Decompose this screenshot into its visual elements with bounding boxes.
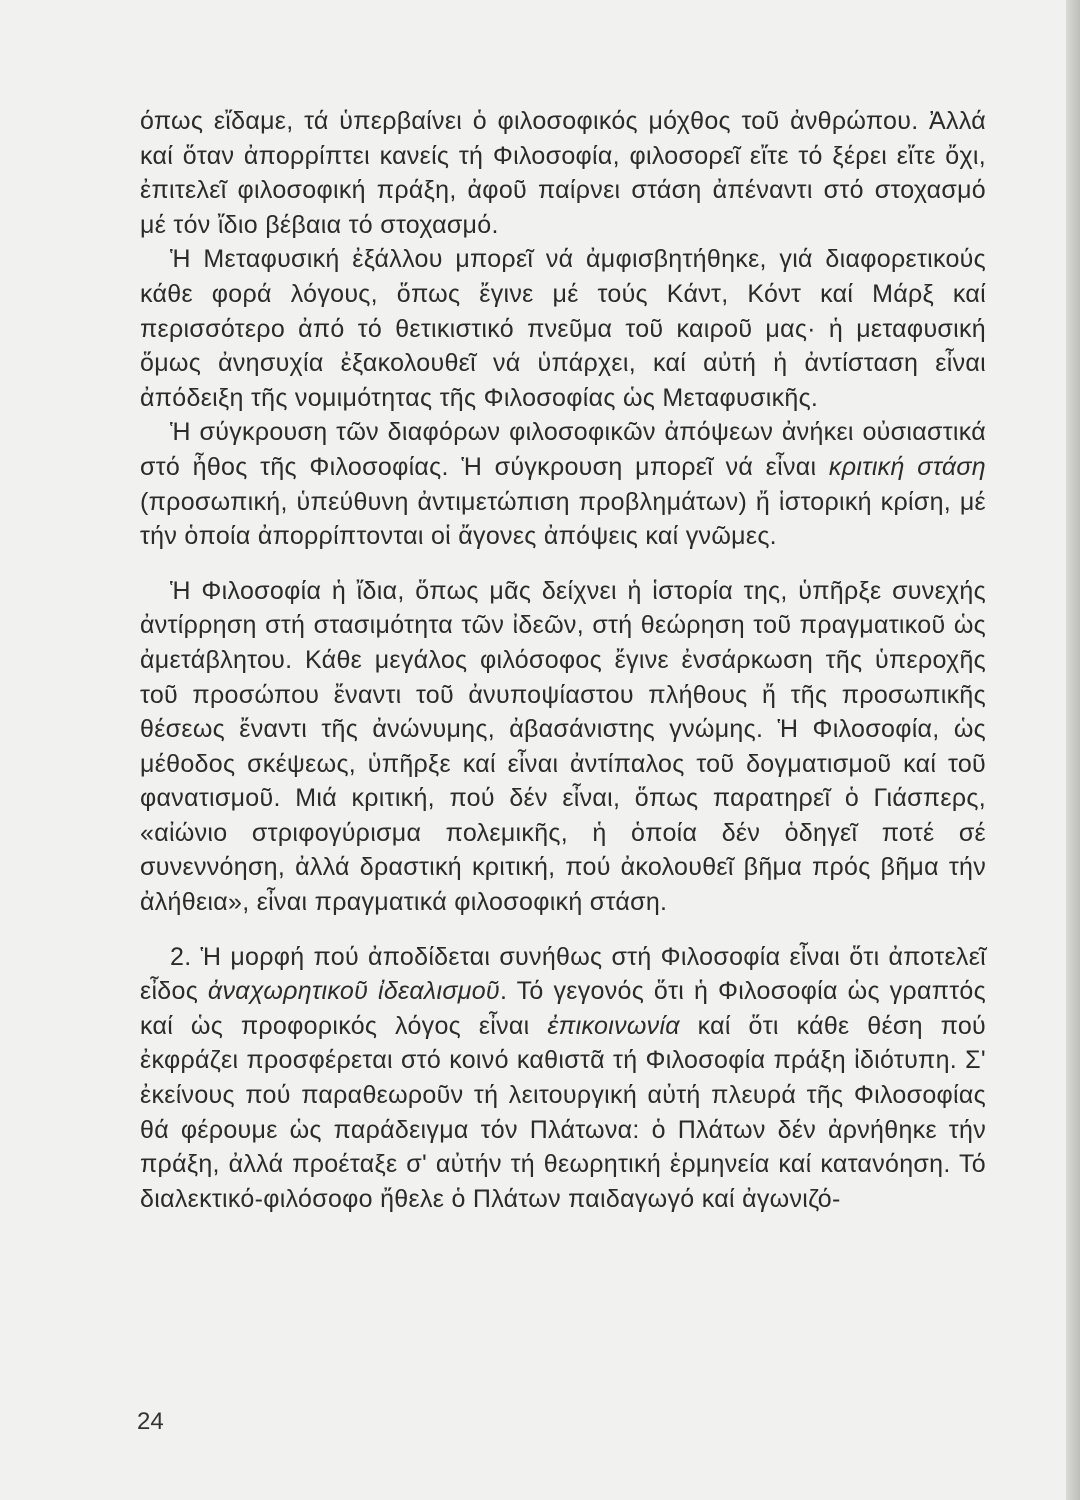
paragraph-5-text-c: καί ὅτι κάθε θέση πού ἐκφράζει προσφέρεται στό κοινό καθιστᾶ τή Φιλοσοφία πράξη ἰδιότυπη. Σ' ἐκείνους πού παραθεωροῦν τή λειτουργική αὐτή πλευρά τῆς Φιλοσοφίας θά φέρουμε ὡς παράδειγμα τόν Πλάτωνα: ὁ Πλάτων δέν ἀρνήθηκε τήν πράξη, ἀλλά προέταξε σ' αὐτήν τή θεωρητική ἑρμηνεία καί κατανόηση. Τό διαλεκτικό-φιλόσοφο ἤθελε ὁ Πλάτων παιδαγωγό καί ἀγωνιζό- (140, 1011, 986, 1213)
paragraph-3-italic: κριτική στάση (828, 452, 986, 481)
paragraph-5-italic-a: ἀναχωρητικοῦ ἰδεαλισμοῦ (207, 977, 500, 1006)
paragraph-5-text-b: . Τό γεγονός ὅτι ἡ Φιλοσοφία ὡς γραπτός καί ὡς προφορικός λόγος εἶναι (140, 977, 986, 1040)
page-number: 24 (137, 1408, 164, 1435)
paragraph-2: Ἡ Μεταφυσική ἐξάλλου μπορεῖ νά ἀμφισβητήθηκε, γιά διαφορετικούς κάθε φορά λόγους, ὅπως ἔγινε μέ τούς Κάντ, Κόντ καί Μάρξ καί περισσότερο ἀπό τό θετικιστικό πνεῦμα τοῦ καιροῦ μας· ἡ μεταφυσική ὅμως ἀνησυχία ἐξακολουθεῖ νά ὑπάρχει, καί αὐτή ἡ ἀντίσταση εἶναι ἀπόδειξη τῆς νομιμότητας τῆς Φιλοσοφίας ὡς Μεταφυσικῆς. (140, 245, 986, 412)
paragraph-1: όπως εἴδαμε, τά ὑπερβαίνει ὁ φιλοσοφικός μόχθος τοῦ ἀνθρώπου. Ἀλλά καί ὅταν ἀπορρίπτει κανείς τή Φιλοσοφία, φιλοσορεῖ εἴτε τό ξέρει εἴτε ὄχι, ἐπιτελεῖ φιλοσοφική πράξη, ἀφοῦ παίρνει στάση ἀπέναντι στό στοχασμό μέ τόν ἴδιο βέβαια τό στοχασμό. (140, 107, 986, 239)
paragraph-3-text-b: (προσωπική, ὑπεύθυνη ἀντιμετώπιση προβλημάτων) ἤ ἱστορική κρίση, μέ τήν ὁποία ἀπορρίπτονται οἱ ἄγονες ἀπόψεις καί γνῶμες. (140, 487, 986, 551)
body-text (140, 104, 986, 1216)
paragraph-5-text-a: Ἡ μορφή πού ἀποδίδεται συνήθως στή Φιλοσοφία εἶναι ὅτι ἀποτελεῖ εἶδος (140, 942, 986, 1006)
paragraph-5 (140, 940, 986, 1217)
paragraph-5-italic-b: ἐπικοινωνία (547, 1011, 680, 1040)
paragraph-4: Ἡ Φιλοσοφία ἡ ἴδια, ὅπως μᾶς δείχνει ἡ ἱστορία της, ὑπῆρξε συνεχής ἀντίρρηση στή στασιμότητα τῶν ἰδεῶν, στή θεώρηση τοῦ πραγματικοῦ ὡς ἀμετάβλητου. Κάθε μεγάλος φιλόσοφος ἔγινε ἐνσάρκωση τῆς ὑπεροχῆς τοῦ προσώπου ἔναντι τοῦ ἀνυποψίαστου πλήθους ἤ τῆς προσωπικῆς θέσεως ἔναντι τῆς ἀνώνυμης, ἀβασάνιστης γνώμης. Ἡ Φιλοσοφία, ὡς μέθοδος σκέψεως, ὑπῆρξε καί εἶναι ἀντίπαλος τοῦ δογματισμοῦ καί τοῦ φανατισμοῦ. Μιά κριτική, πού δέν εἶναι, ὅπως παρατηρεῖ ὁ Γιάσπερς, «αἰώνιο στριφογύρισμα πολεμικῆς, ἡ ὁποία δέν ὁδηγεῖ ποτέ σέ συνεννόηση, ἀλλά δραστική κριτική, πού ἀκολουθεῖ βῆμα πρός βῆμα τήν ἀλήθεια», εἶναι πραγματικά φιλοσοφική στάση. (140, 576, 986, 917)
paragraph-3-text-a: Ἡ σύγκρουση τῶν διαφόρων φιλοσοφικῶν ἀπόψεων ἀνήκει οὐσιαστικά στό ἦθος τῆς Φιλοσοφίας. Ἡ σύγκρουση μπορεῖ νά εἶναι (140, 418, 986, 481)
section-number: 2. (170, 942, 192, 971)
paragraph-3 (140, 415, 986, 553)
page-edge-shadow (1066, 0, 1080, 1500)
